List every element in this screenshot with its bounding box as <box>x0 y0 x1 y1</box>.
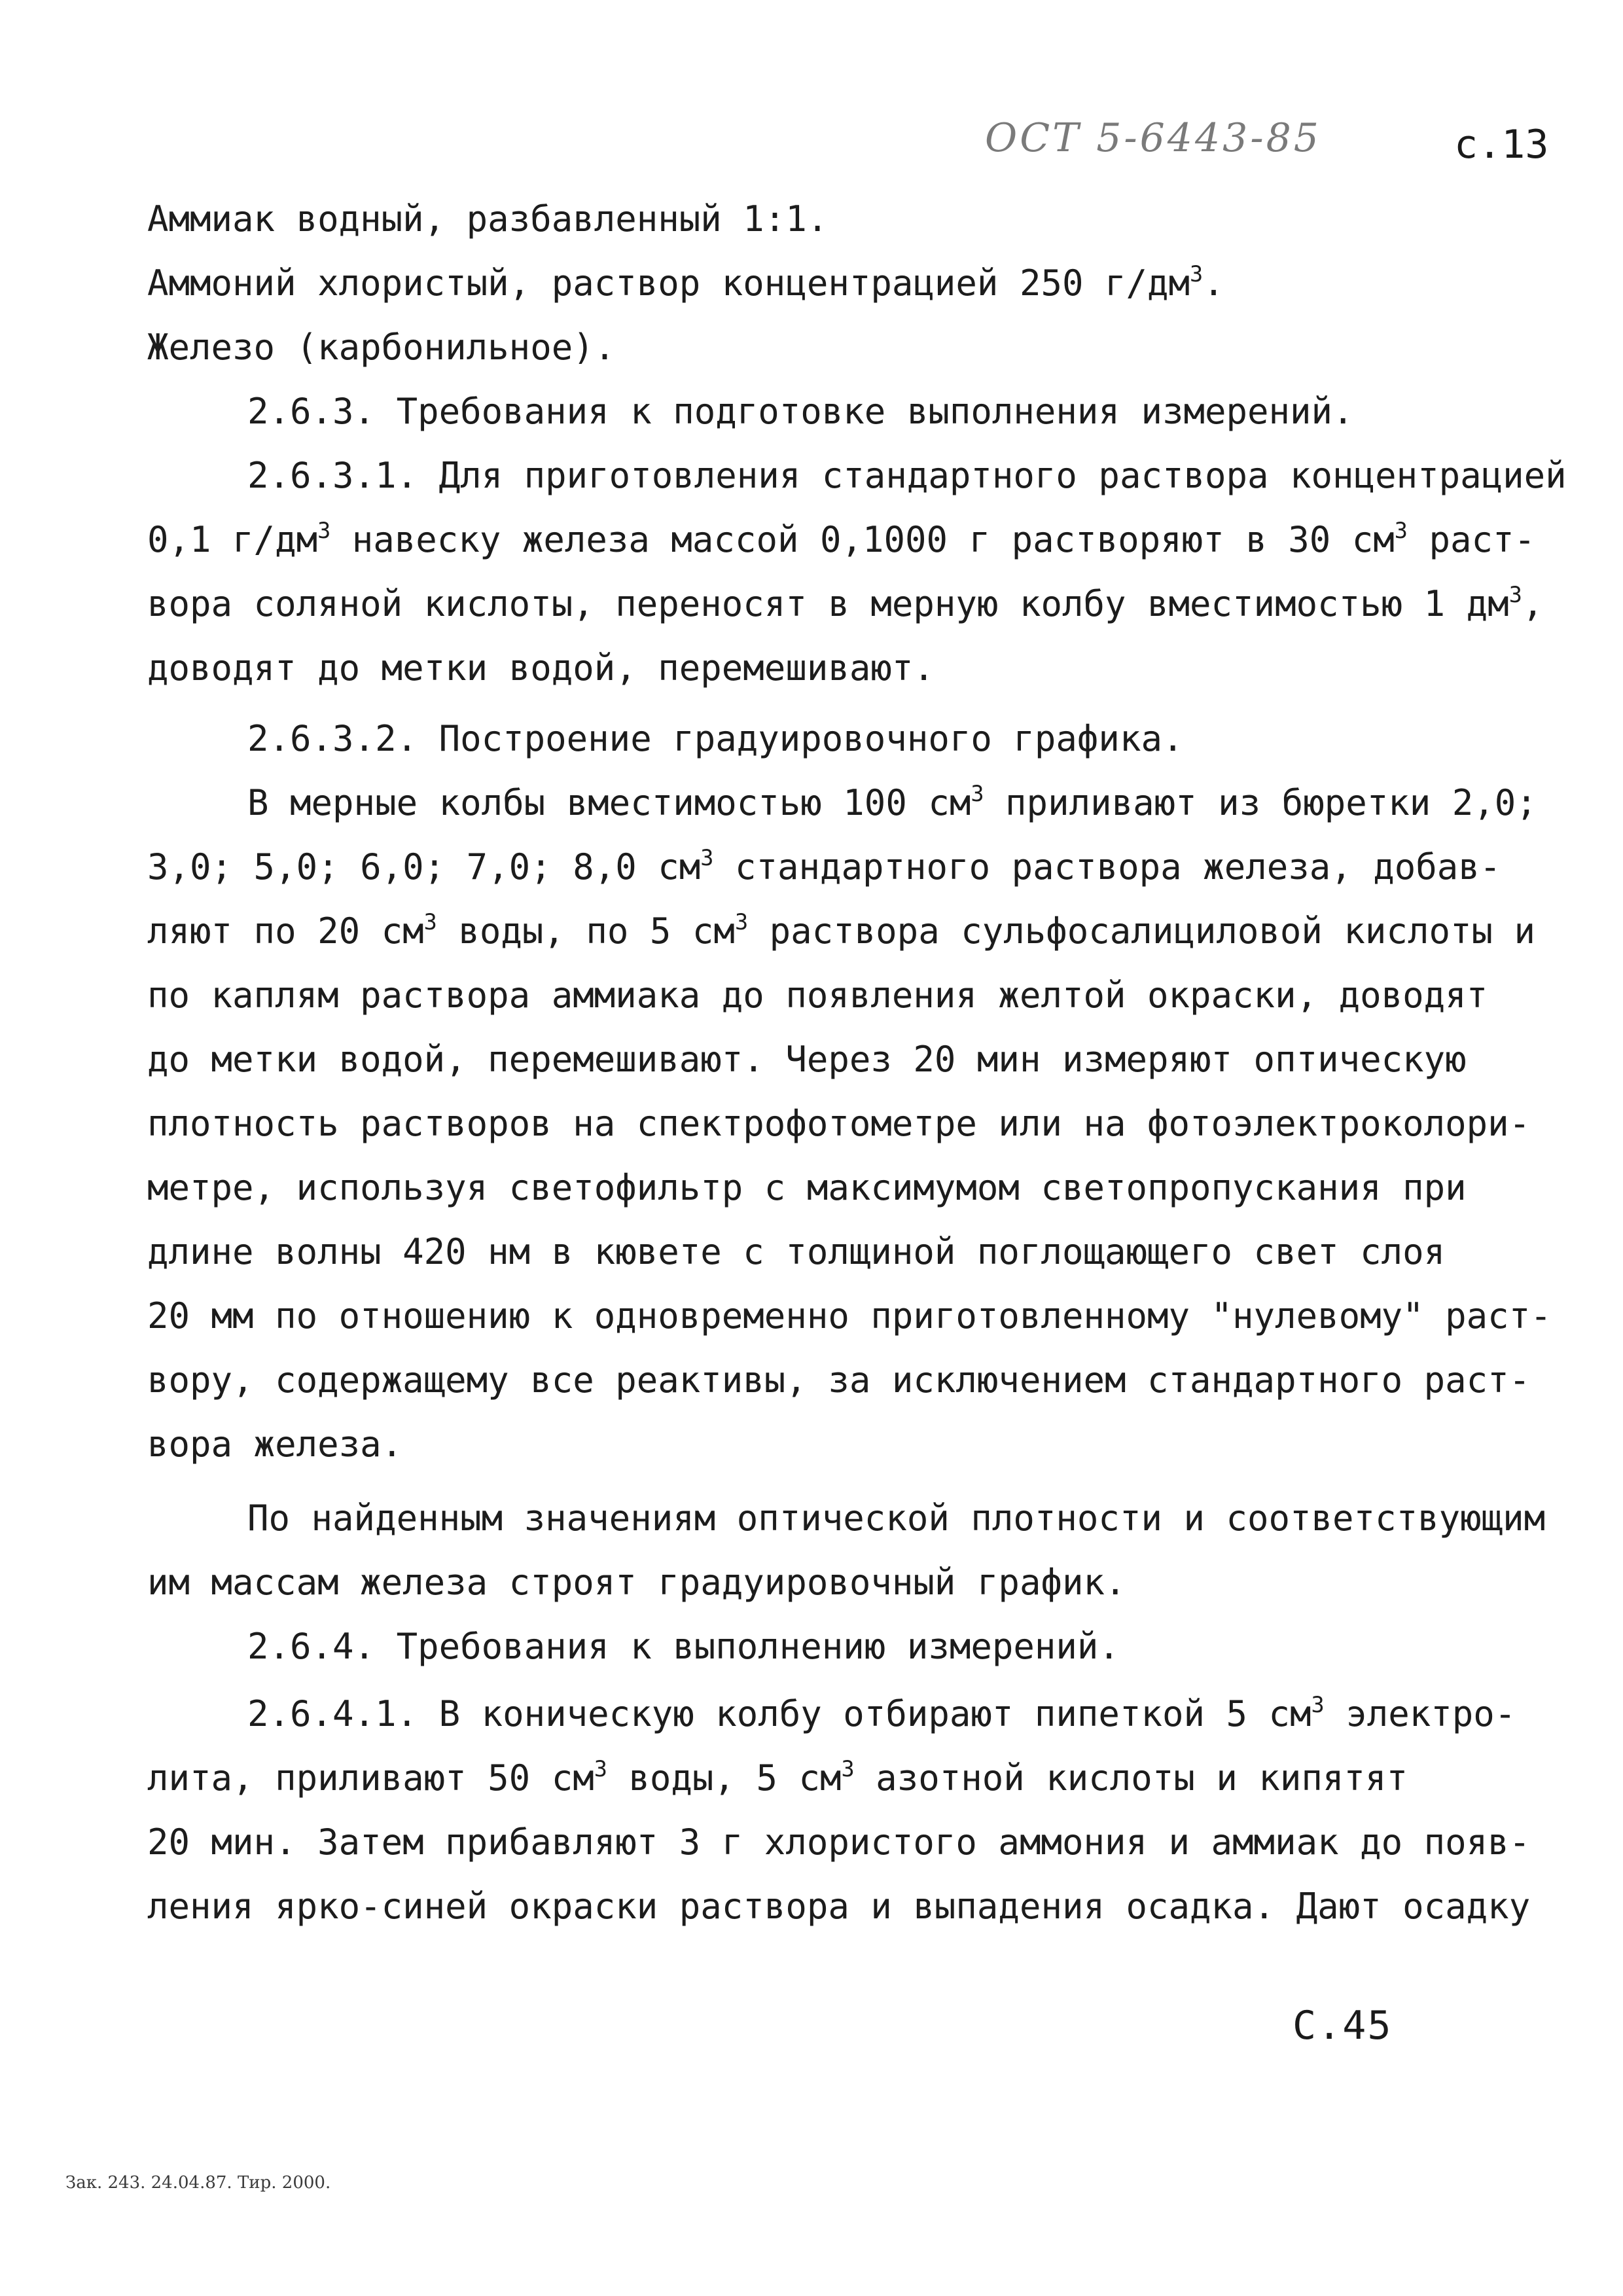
sheet-number: С.45 <box>1293 2003 1393 2049</box>
section-heading: 2.6.3. Требования к подготовке выполнения измерений. <box>247 391 1354 432</box>
section-heading: 2.6.4. Требования к выполнению измерений. <box>247 1626 1120 1667</box>
text-line: длине волны 420 нм в кювете с толщиной поглощающего свет слоя <box>147 1231 1446 1272</box>
text-line: 20 мин. Затем прибавляют 3 г хлористого аммония и аммиак до появ- <box>147 1821 1531 1863</box>
text-line: Аммиак водный, разбавленный 1:1. <box>147 198 829 240</box>
text-line: по каплям раствора аммиака до появления желтой окраски, доводят <box>147 975 1488 1016</box>
text-line: Аммоний хлористый, раствор концентрацией 250 $г/дм^3$. <box>147 261 1224 304</box>
text-line: метре, используя светофильтр с максимумом светопропускания при <box>147 1167 1467 1208</box>
text-line: вора соляной кислоты, переносят в мерную колбу вместимостью 1 $дм^3$, <box>147 582 1544 624</box>
text-line: Железо (карбонильное). <box>147 327 616 368</box>
print-info: Зак. 243. 24.04.87. Тир. 2000. <box>65 2173 331 2193</box>
page-number: с.13 <box>1454 122 1549 168</box>
standard-stamp: ОСТ 5-6443-85 <box>985 115 1321 161</box>
section-heading: 2.6.3.2. Построение градуировочного графика. <box>247 718 1184 759</box>
text-line: вору, содержащему все реактивы, за исключением стандартного раст- <box>147 1359 1531 1401</box>
text-line: лита, приливают 50 $см^3$ воды, 5 $см^3$ азотной кислоты и кипятят <box>147 1756 1408 1799</box>
text-line: ляют по 20 $см^3$ воды, по 5 $см^3$ раствора сульфосалициловой кислоты и <box>147 909 1536 952</box>
text-line: 0,1 $г/дм^3$ навеску железа массой 0,1000 г растворяют в 30 $см^3$ раст- <box>147 518 1536 560</box>
text-line: до метки водой, перемешивают. Через 20 мин измеряют оптическую <box>147 1039 1467 1080</box>
text-line: ления ярко-синей окраски раствора и выпадения осадка. Дают осадку <box>147 1886 1531 1927</box>
text-line: доводят до метки водой, перемешивают. <box>147 647 935 689</box>
text-line: 2.6.3.1. Для приготовления стандартного раствора концентрацией <box>247 455 1567 496</box>
text-line: 2.6.4.1. В коническую колбу отбирают пипеткой 5 $см^3$ электро- <box>247 1692 1516 1734</box>
text-line: По найденным значениям оптической плотности и соответствующим <box>247 1498 1546 1539</box>
text-line: 20 мм по отношению к одновременно приготовленному "нулевому" раст- <box>147 1295 1552 1336</box>
text-line: вора железа. <box>147 1424 403 1465</box>
text-line: 3,0; 5,0; 6,0; 7,0; 8,0 $см^3$ стандартного раствора железа, добав- <box>147 845 1501 888</box>
text-line: плотность растворов на спектрофотометре или на фотоэлектроколори- <box>147 1103 1531 1144</box>
text-line: В мерные колбы вместимостью 100 $см^3$ приливают из бюретки 2,0; <box>247 781 1537 823</box>
text-line: им массам железа строят градуировочный график. <box>147 1562 1126 1603</box>
